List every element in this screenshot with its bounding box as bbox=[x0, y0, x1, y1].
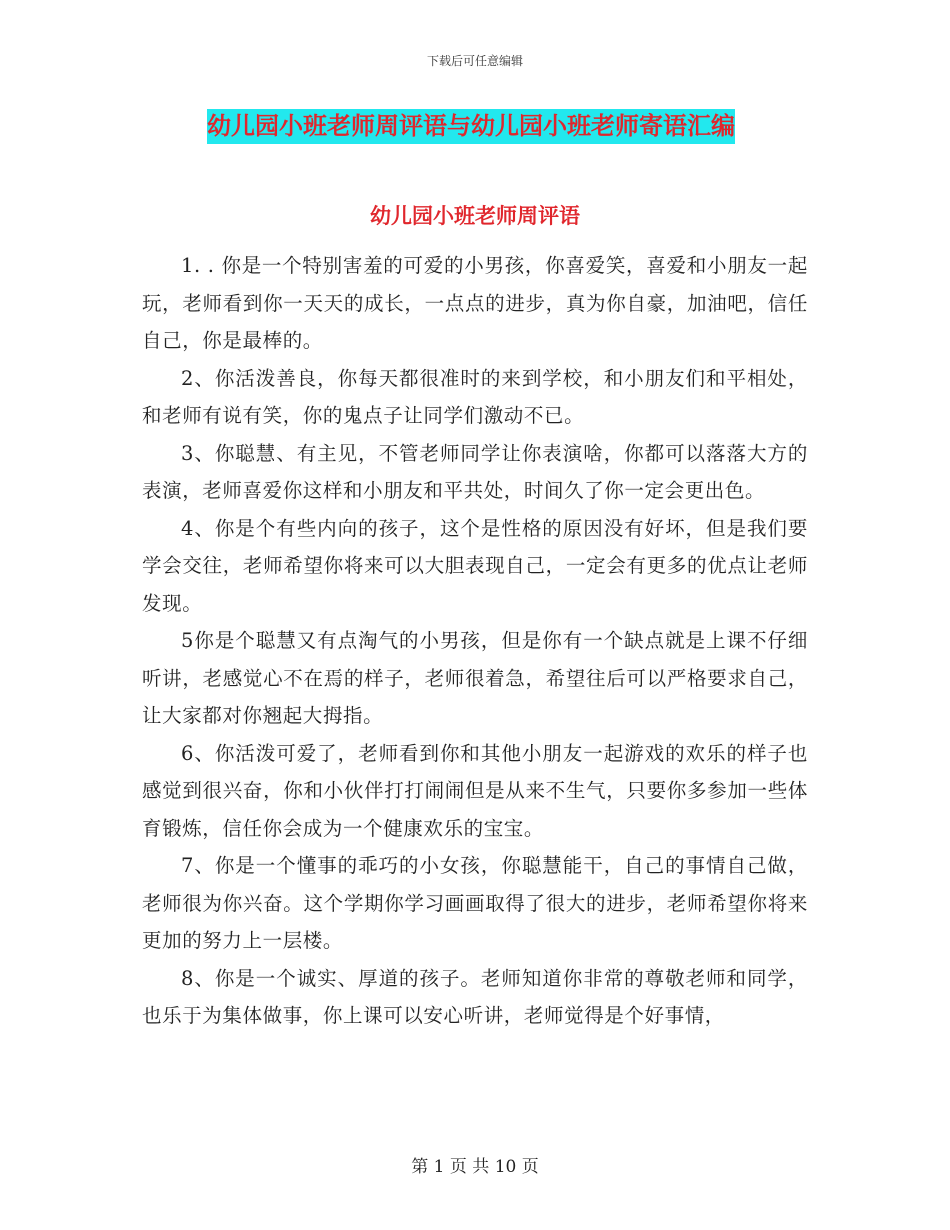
paragraph-1: 1. . 你是一个特别害羞的可爱的小男孩，你喜爱笑，喜爱和小朋友一起玩，老师看到你一天天的成长，一点点的进步，真为你自豪，加油吧，信任自己，你是最棒的。 bbox=[142, 254, 808, 352]
paragraph-6: 6、你活泼可爱了，老师看到你和其他小朋友一起游戏的欢乐的样子也感觉到很兴奋，你和小伙伴打打闹闹但是从来不生气，只要你多参加一些体育锻炼，信任你会成为一个健康欢乐的宝宝。 bbox=[142, 741, 808, 840]
page-footer: 第 1 页 共 10 页 bbox=[411, 1157, 539, 1177]
paragraph-5: 5你是个聪慧又有点淘气的小男孩，但是你有一个缺点就是上课不仔细听讲，老感觉心不在焉的样子，老师很着急，希望往后可以严格要求自己，让大家都对你翘起大拇指。 bbox=[142, 629, 808, 727]
paragraph-4: 4、你是个有些内向的孩子，这个是性格的原因没有好坏，但是我们要学会交往，老师希望你将来可以大胆表现自己，一定会有更多的优点让老师发现。 bbox=[142, 516, 808, 615]
section-title: 幼儿园小班老师周评语 bbox=[370, 204, 580, 228]
paragraph-8: 8、你是一个诚实、厚道的孩子。老师知道你非常的尊敬老师和同学，也乐于为集体做事，你上课可以安心听讲，老师觉得是个好事情， bbox=[142, 966, 808, 1027]
paragraph-2: 2、你活泼善良，你每天都很准时的来到学校，和小朋友们和平相处，和老师有说有笑，你的鬼点子让同学们激动不已。 bbox=[142, 366, 808, 427]
paragraph-3: 3、你聪慧、有主见，不管老师同学让你表演啥，你都可以落落大方的表演，老师喜爱你这样和小朋友和平共处，时间久了你一定会更出色。 bbox=[142, 441, 808, 502]
main-title: 幼儿园小班老师周评语与幼儿园小班老师寄语汇编 bbox=[207, 109, 735, 144]
header-note: 下载后可任意编辑 bbox=[426, 54, 523, 68]
body-text bbox=[142, 247, 808, 1035]
paragraph-7: 7、你是一个懂事的乖巧的小女孩，你聪慧能干，自己的事情自己做，老师很为你兴奋。这个学期你学习画画取得了很大的进步，老师希望你将来更加的努力上一层楼。 bbox=[142, 854, 808, 952]
